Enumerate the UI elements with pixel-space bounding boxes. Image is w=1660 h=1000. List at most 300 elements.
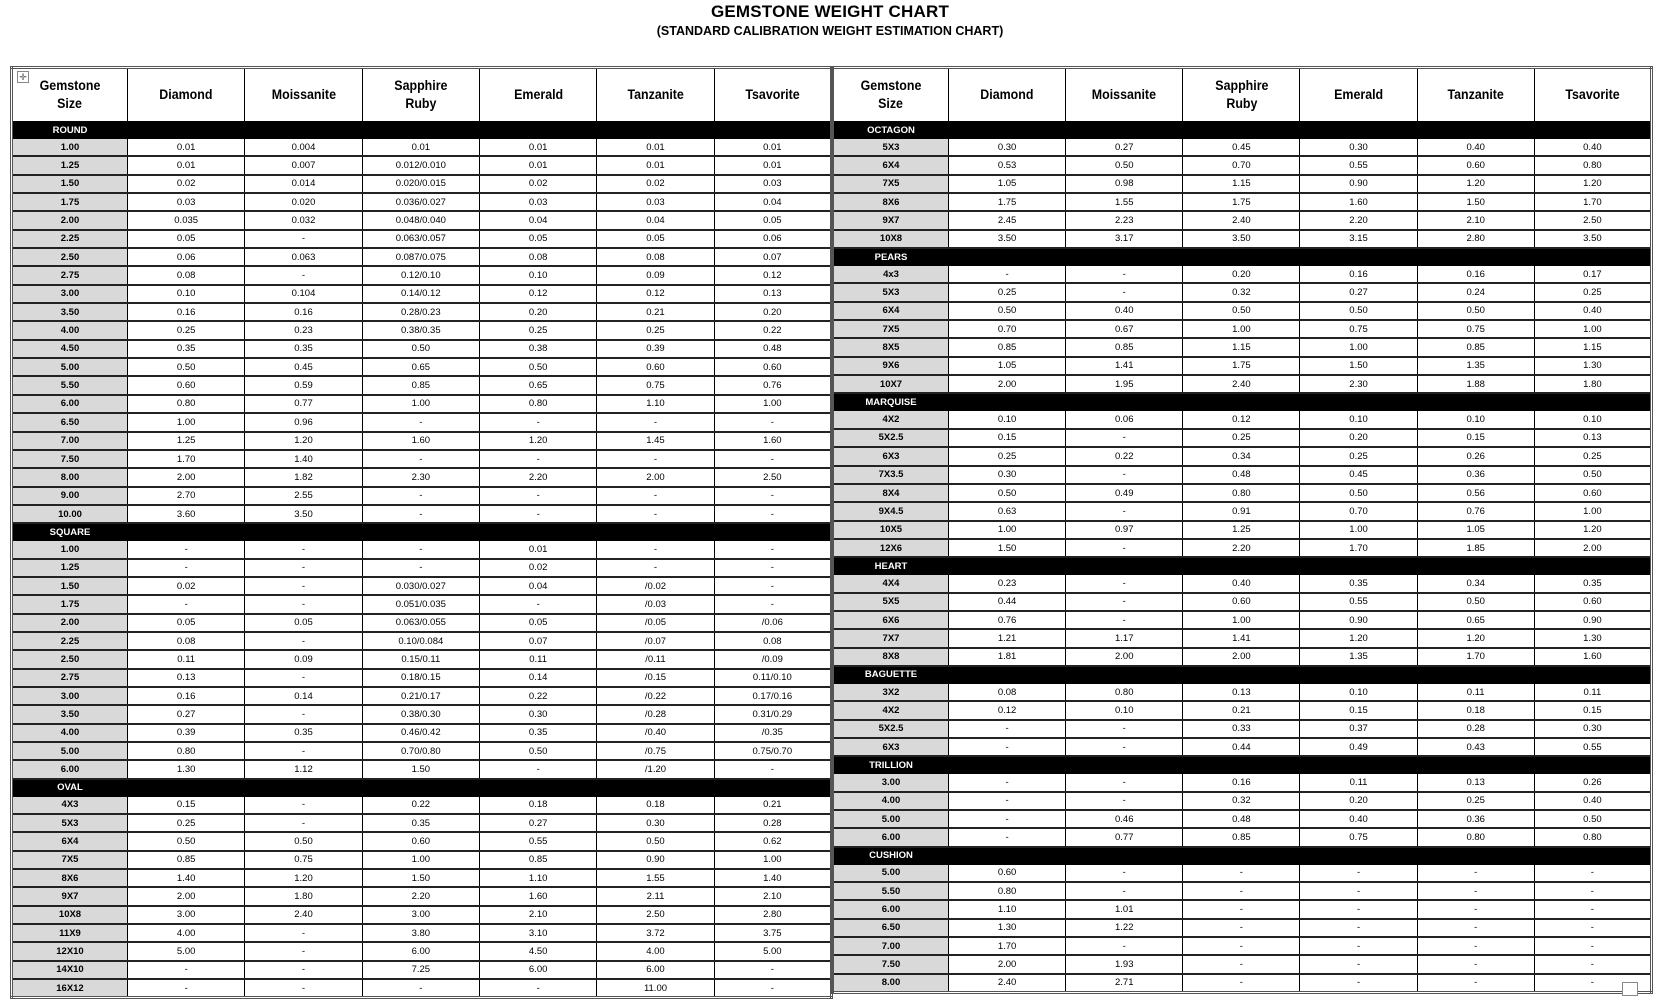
column-header-label: Diamond [980,87,1034,102]
table-row [12,687,832,705]
section-label: SQUARE [12,523,128,541]
weight-cell-moissanite: 1.20 [245,869,362,887]
weight-cell-emerald: - [479,595,596,613]
weight-cell-sapphire-ruby: - [1183,955,1300,973]
weight-cell-tsavorite: 0.06 [714,230,831,248]
weight-cell-emerald: 1.35 [1300,648,1417,666]
weight-cell-emerald: - [1300,955,1417,973]
weight-cell-tsavorite: - [1534,919,1651,937]
weight-cell-sapphire-ruby: - [1183,919,1300,937]
weight-cell-tsavorite: 0.10 [1534,411,1651,429]
weight-cell-moissanite: 2.40 [245,906,362,924]
weight-cell-tanzanite: 0.09 [597,266,714,284]
weight-cell-moissanite: 0.67 [1066,320,1183,338]
column-header-label: Diamond [159,87,213,102]
table-row [833,900,1652,918]
weight-cell-diamond: 0.08 [128,632,245,650]
weight-cell-diamond: - [949,774,1066,792]
weight-cell-tanzanite: /0.07 [597,632,714,650]
weight-cell-tsavorite: 1.00 [1534,502,1651,520]
column-header-label: Tsavorite [1565,87,1620,102]
weight-cell-tanzanite: - [597,413,714,431]
weight-cell-diamond: 0.27 [128,705,245,723]
column-header-sapphire-ruby [362,68,479,122]
table-row [12,724,832,742]
page-subtitle: (STANDARD CALIBRATION WEIGHT ESTIMATION CHART) [656,24,1004,38]
weight-cell-moissanite: - [1066,575,1183,593]
size-cell: 4X4 [833,575,949,593]
weight-cell-sapphire-ruby: 3.00 [362,906,479,924]
table-row [833,338,1652,356]
size-cell: 6.00 [833,900,949,918]
weight-cell-tanzanite: 6.00 [597,961,714,979]
weight-cell-moissanite: 1.82 [245,468,362,486]
weight-cell-diamond: 0.10 [128,285,245,303]
weight-cell-tsavorite: 0.90 [1534,611,1651,629]
weight-cell-moissanite: - [245,705,362,723]
table-row [12,266,832,284]
weight-cell-moissanite: 0.59 [245,376,362,394]
section-bar [949,122,1652,139]
weight-cell-emerald: 0.11 [479,650,596,668]
weight-cell-tsavorite: 0.17 [1534,266,1651,284]
weight-cell-tsavorite: /0.35 [714,724,831,742]
table-row [12,650,832,668]
size-cell: 6.00 [12,760,128,778]
weight-cell-moissanite: 0.96 [245,413,362,431]
weight-cell-tanzanite: - [597,487,714,505]
weight-cell-moissanite: 0.75 [245,851,362,869]
weight-cell-moissanite: - [245,942,362,960]
weight-cell-moissanite: - [245,541,362,559]
column-header-label: Gemstone [860,78,922,93]
weight-cell-moissanite: 0.007 [245,156,362,174]
weight-cell-moissanite: - [245,814,362,832]
table-row [12,869,832,887]
size-cell: 6X4 [833,302,949,320]
table-row [12,942,832,960]
move-handle-icon[interactable]: ✛ [17,71,29,83]
weight-cell-tanzanite: 0.08 [597,248,714,266]
weight-cell-emerald: 3.15 [1300,230,1417,248]
weight-cell-moissanite: 0.50 [1066,156,1183,174]
weight-cell-diamond: 1.21 [949,629,1066,647]
weight-cell-emerald: 0.75 [1300,828,1417,846]
weight-cell-emerald: 3.10 [479,924,596,942]
weight-cell-diamond: 1.25 [128,432,245,450]
weight-cell-diamond: 0.25 [128,814,245,832]
weight-cell-sapphire-ruby: 0.48 [1183,810,1300,828]
weight-cell-diamond: - [128,541,245,559]
table-row [12,175,832,193]
weight-cell-emerald: 2.10 [479,906,596,924]
weight-cell-moissanite: 2.55 [245,487,362,505]
weight-cell-tanzanite: 0.36 [1417,810,1534,828]
table-row [833,484,1652,502]
weight-cell-moissanite: 1.95 [1066,375,1183,393]
weight-cell-emerald: 0.10 [1300,683,1417,701]
table-row [12,559,832,577]
weight-cell-sapphire-ruby: 0.45 [1183,139,1300,157]
size-cell: 12X10 [12,942,128,960]
weight-cell-moissanite: 0.45 [245,358,362,376]
weight-cell-sapphire-ruby: 0.20 [1183,266,1300,284]
weight-cell-moissanite: - [1066,792,1183,810]
weight-cell-emerald: - [1300,882,1417,900]
section-label: BAGUETTE [833,666,949,684]
weight-cell-moissanite: - [245,979,362,998]
weight-cell-moissanite: 1.01 [1066,900,1183,918]
weight-cell-tanzanite: 11.00 [597,979,714,998]
weight-cell-tsavorite: 1.00 [714,395,831,413]
weight-cell-diamond: - [949,720,1066,738]
size-cell: 2.00 [12,211,128,229]
weight-cell-tanzanite: 0.80 [1417,828,1534,846]
weight-cell-diamond: 0.76 [949,611,1066,629]
size-cell: 5X3 [833,139,949,157]
weight-cell-tanzanite: 0.36 [1417,466,1534,484]
weight-cell-moissanite: - [1066,266,1183,284]
weight-cell-emerald: 0.03 [479,193,596,211]
size-cell: 2.25 [12,632,128,650]
weight-cell-tsavorite: - [714,541,831,559]
weight-cell-sapphire-ruby: 0.60 [362,832,479,850]
size-cell: 1.00 [12,541,128,559]
weight-cell-moissanite: - [1066,502,1183,520]
weight-cell-emerald: 1.00 [1300,521,1417,539]
table-row [833,575,1652,593]
weight-cell-tanzanite: 0.21 [597,303,714,321]
table-row [12,705,832,723]
weight-cell-diamond: 1.30 [949,919,1066,937]
weight-cell-tanzanite: - [1417,955,1534,973]
table-row [833,521,1652,539]
size-cell: 2.50 [12,650,128,668]
weight-cell-moissanite: 0.80 [1066,683,1183,701]
weight-cell-sapphire-ruby: 3.50 [1183,230,1300,248]
weight-cell-moissanite: - [1066,738,1183,756]
weight-cell-tsavorite: 1.80 [1534,375,1651,393]
size-cell: 8X6 [833,193,949,211]
weight-cell-sapphire-ruby: 1.00 [362,395,479,413]
size-cell: 7.00 [12,432,128,450]
weight-cell-tanzanite: 0.11 [1417,683,1534,701]
weight-cell-tsavorite: 0.50 [1534,466,1651,484]
table-row [833,302,1652,320]
weight-cell-diamond: 1.10 [949,900,1066,918]
weight-cell-tsavorite: /0.06 [714,614,831,632]
size-cell: 9X7 [833,211,949,229]
size-cell: 6.00 [833,828,949,846]
weight-cell-emerald: 0.70 [1300,502,1417,520]
table-row [833,411,1652,429]
header-row [833,68,1652,122]
weight-cell-tanzanite: 1.35 [1417,357,1534,375]
size-cell: 2.75 [12,266,128,284]
weight-cell-moissanite: 0.27 [1066,139,1183,157]
section-header-heart [833,557,1652,575]
weight-cell-tsavorite: - [714,450,831,468]
table-row [833,193,1652,211]
weight-cell-tsavorite: 2.50 [1534,211,1651,229]
weight-cell-emerald: 0.22 [479,687,596,705]
weight-cell-moissanite: - [245,742,362,760]
weight-cell-tanzanite: 0.39 [597,340,714,358]
weight-cell-diamond: - [949,810,1066,828]
weight-cell-sapphire-ruby: 0.34 [1183,447,1300,465]
weight-cell-diamond: - [949,792,1066,810]
weight-cell-sapphire-ruby: - [362,505,479,523]
size-cell: 4x3 [833,266,949,284]
table-row [12,760,832,778]
weight-cell-emerald: 0.20 [1300,429,1417,447]
table-row [833,955,1652,973]
weight-cell-tanzanite: 2.00 [597,468,714,486]
column-header-tanzanite [597,68,714,122]
weight-cell-diamond: 0.39 [128,724,245,742]
weight-cell-tsavorite: 0.15 [1534,701,1651,719]
weight-cell-sapphire-ruby: - [362,487,479,505]
weight-cell-tsavorite: - [1534,864,1651,882]
table-row [12,669,832,687]
weight-cell-sapphire-ruby: 0.44 [1183,738,1300,756]
weight-cell-tanzanite: /0.22 [597,687,714,705]
weight-cell-tanzanite: 1.55 [597,869,714,887]
section-label: CUSHION [833,847,949,865]
weight-cell-moissanite: 0.23 [245,321,362,339]
weight-cell-tsavorite: 0.40 [1534,139,1651,157]
weight-cell-tanzanite: 0.03 [597,193,714,211]
weight-cell-emerald: - [479,760,596,778]
weight-cell-sapphire-ruby: 0.21/0.17 [362,687,479,705]
size-cell: 2.50 [12,248,128,266]
weight-cell-emerald: 0.01 [479,541,596,559]
weight-cell-emerald: 0.90 [1300,611,1417,629]
weight-cell-emerald: 0.27 [479,814,596,832]
weight-cell-sapphire-ruby: 0.063/0.057 [362,230,479,248]
weight-cell-diamond: 0.85 [128,851,245,869]
weight-cell-tsavorite: - [1534,955,1651,973]
weight-table-right [831,66,1653,994]
weight-cell-diamond: 0.02 [128,175,245,193]
weight-cell-sapphire-ruby: 1.00 [362,851,479,869]
section-bar [949,847,1652,865]
weight-cell-tanzanite: - [597,450,714,468]
weight-cell-moissanite: - [1066,864,1183,882]
weight-cell-emerald: 0.04 [479,211,596,229]
weight-cell-moissanite: 0.004 [245,139,362,157]
column-header-label: Emerald [1334,87,1384,102]
weight-cell-sapphire-ruby: 2.00 [1183,648,1300,666]
weight-cell-tanzanite: - [1417,864,1534,882]
weight-cell-diamond: 0.10 [949,411,1066,429]
column-header-label: Gemstone [39,78,101,93]
table-row [12,432,832,450]
weight-cell-tsavorite: 1.00 [714,851,831,869]
weight-cell-tanzanite: 2.50 [597,906,714,924]
weight-cell-diamond: 1.70 [128,450,245,468]
column-header-label: Tanzanite [1447,87,1504,102]
weight-cell-sapphire-ruby: 0.80 [1183,484,1300,502]
weight-cell-sapphire-ruby: 1.75 [1183,193,1300,211]
weight-cell-emerald: 0.10 [1300,411,1417,429]
weight-cell-tsavorite: - [714,979,831,998]
weight-cell-diamond: 0.25 [128,321,245,339]
column-header-label: Ruby [405,96,437,111]
column-header-diamond [949,68,1066,122]
weight-cell-tsavorite: 0.35 [1534,575,1651,593]
weight-cell-emerald: 0.14 [479,669,596,687]
weight-cell-tanzanite: 0.28 [1417,720,1534,738]
table-row [833,139,1652,157]
weight-cell-tanzanite: 1.45 [597,432,714,450]
weight-cell-emerald: 0.50 [479,358,596,376]
weight-cell-tanzanite: 0.10 [1417,411,1534,429]
weight-cell-emerald: - [1300,864,1417,882]
weight-cell-sapphire-ruby: 0.60 [1183,593,1300,611]
weight-cell-tanzanite: /0.03 [597,595,714,613]
weight-cell-tsavorite: 0.01 [714,156,831,174]
weight-cell-emerald: 2.20 [1300,211,1417,229]
size-cell: 8X8 [833,648,949,666]
weight-cell-diamond: 0.80 [949,882,1066,900]
table-row [833,974,1652,993]
weight-cell-sapphire-ruby: 0.38/0.35 [362,321,479,339]
weight-cell-emerald: 0.80 [479,395,596,413]
table-row [12,796,832,814]
weight-cell-tsavorite: 0.21 [714,796,831,814]
table-row [833,447,1652,465]
table-row [12,248,832,266]
weight-cell-tsavorite: 0.60 [1534,484,1651,502]
section-header-octagon [833,122,1652,139]
weight-cell-moissanite: - [1066,774,1183,792]
weight-cell-sapphire-ruby: 1.60 [362,432,479,450]
weight-cell-tanzanite: - [1417,937,1534,955]
column-header-label: Moissanite [271,87,336,102]
weight-cell-diamond: 3.60 [128,505,245,523]
table-row [12,193,832,211]
table-row [12,285,832,303]
weight-cell-diamond: 0.60 [949,864,1066,882]
weight-cell-tsavorite: 5.00 [714,942,831,960]
weight-cell-tanzanite: 1.88 [1417,375,1534,393]
weight-cell-moissanite: - [245,924,362,942]
table-row [833,375,1652,393]
weight-cell-moissanite: 1.55 [1066,193,1183,211]
weight-cell-tanzanite: 1.70 [1417,648,1534,666]
weight-cell-sapphire-ruby: 0.70/0.80 [362,742,479,760]
weight-cell-moissanite: - [245,230,362,248]
size-cell: 1.25 [12,156,128,174]
weight-cell-emerald: 0.16 [1300,266,1417,284]
weight-cell-emerald: 4.50 [479,942,596,960]
weight-cell-emerald: 0.02 [479,175,596,193]
weight-cell-emerald: 6.00 [479,961,596,979]
section-header-square [12,523,832,541]
weight-cell-tsavorite: 0.13 [714,285,831,303]
weight-cell-diamond: - [128,979,245,998]
weight-cell-moissanite: 0.46 [1066,810,1183,828]
size-cell: 5X2.5 [833,429,949,447]
resize-handle-icon[interactable] [1622,982,1638,996]
weight-cell-moissanite: - [1066,283,1183,301]
size-cell: 8X5 [833,338,949,356]
section-header-round [12,122,832,139]
size-cell: 8X6 [12,869,128,887]
size-cell: 5.00 [12,742,128,760]
weight-cell-sapphire-ruby: 0.14/0.12 [362,285,479,303]
weight-cell-moissanite: 0.49 [1066,484,1183,502]
column-header-tsavorite [1534,68,1651,122]
table-row [12,139,832,157]
weight-cell-tsavorite: 0.07 [714,248,831,266]
weight-cell-diamond: 0.01 [128,156,245,174]
weight-cell-diamond: 0.05 [128,614,245,632]
weight-cell-diamond: 0.85 [949,338,1066,356]
weight-cell-diamond: 0.35 [128,340,245,358]
weight-cell-emerald: 0.37 [1300,720,1417,738]
weight-cell-tsavorite: 0.25 [1534,283,1651,301]
weight-cell-emerald: - [1300,974,1417,993]
size-cell: 1.25 [12,559,128,577]
weight-cell-moissanite: 3.17 [1066,230,1183,248]
section-bar [128,779,832,797]
weight-cell-emerald: 0.05 [479,614,596,632]
weight-cell-sapphire-ruby: 0.10/0.084 [362,632,479,650]
size-cell: 5.50 [12,376,128,394]
weight-cell-moissanite: - [245,961,362,979]
weight-cell-tanzanite: 0.16 [1417,266,1534,284]
weight-cell-tsavorite: 0.11 [1534,683,1651,701]
weight-cell-tsavorite: 0.13 [1534,429,1651,447]
weight-cell-tsavorite: - [1534,937,1651,955]
weight-cell-moissanite: 0.104 [245,285,362,303]
weight-cell-tsavorite: - [1534,974,1651,993]
size-cell: 4X2 [833,701,949,719]
column-header-label: Sapphire [1214,78,1268,93]
weight-cell-diamond: 0.70 [949,320,1066,338]
table-row [12,577,832,595]
weight-cell-diamond: 1.05 [949,357,1066,375]
weight-cell-moissanite: 1.20 [245,432,362,450]
weight-cell-diamond: 0.16 [128,687,245,705]
weight-cell-moissanite: 1.17 [1066,629,1183,647]
weight-cell-moissanite: 2.71 [1066,974,1183,993]
weight-cell-moissanite: - [245,559,362,577]
weight-cell-moissanite: 0.50 [245,832,362,850]
size-cell: 5X3 [833,283,949,301]
table-row [12,505,832,523]
weight-cell-tsavorite: 0.55 [1534,738,1651,756]
weight-cell-tanzanite: 0.75 [1417,320,1534,338]
table-row [833,266,1652,284]
weight-cell-moissanite: - [245,266,362,284]
weight-cell-sapphire-ruby: 0.50 [1183,302,1300,320]
size-cell: 5.00 [12,358,128,376]
weight-cell-emerald: 0.07 [479,632,596,650]
weight-cell-diamond: 0.60 [128,376,245,394]
weight-cell-tanzanite: 0.65 [1417,611,1534,629]
weight-cell-sapphire-ruby: 1.00 [1183,611,1300,629]
weight-cell-moissanite: - [1066,539,1183,557]
size-cell: 7.50 [833,955,949,973]
weight-cell-tanzanite: 0.02 [597,175,714,193]
size-cell: 5.00 [833,810,949,828]
table-row [12,395,832,413]
weight-cell-sapphire-ruby: - [1183,864,1300,882]
weight-cell-emerald: 0.35 [479,724,596,742]
